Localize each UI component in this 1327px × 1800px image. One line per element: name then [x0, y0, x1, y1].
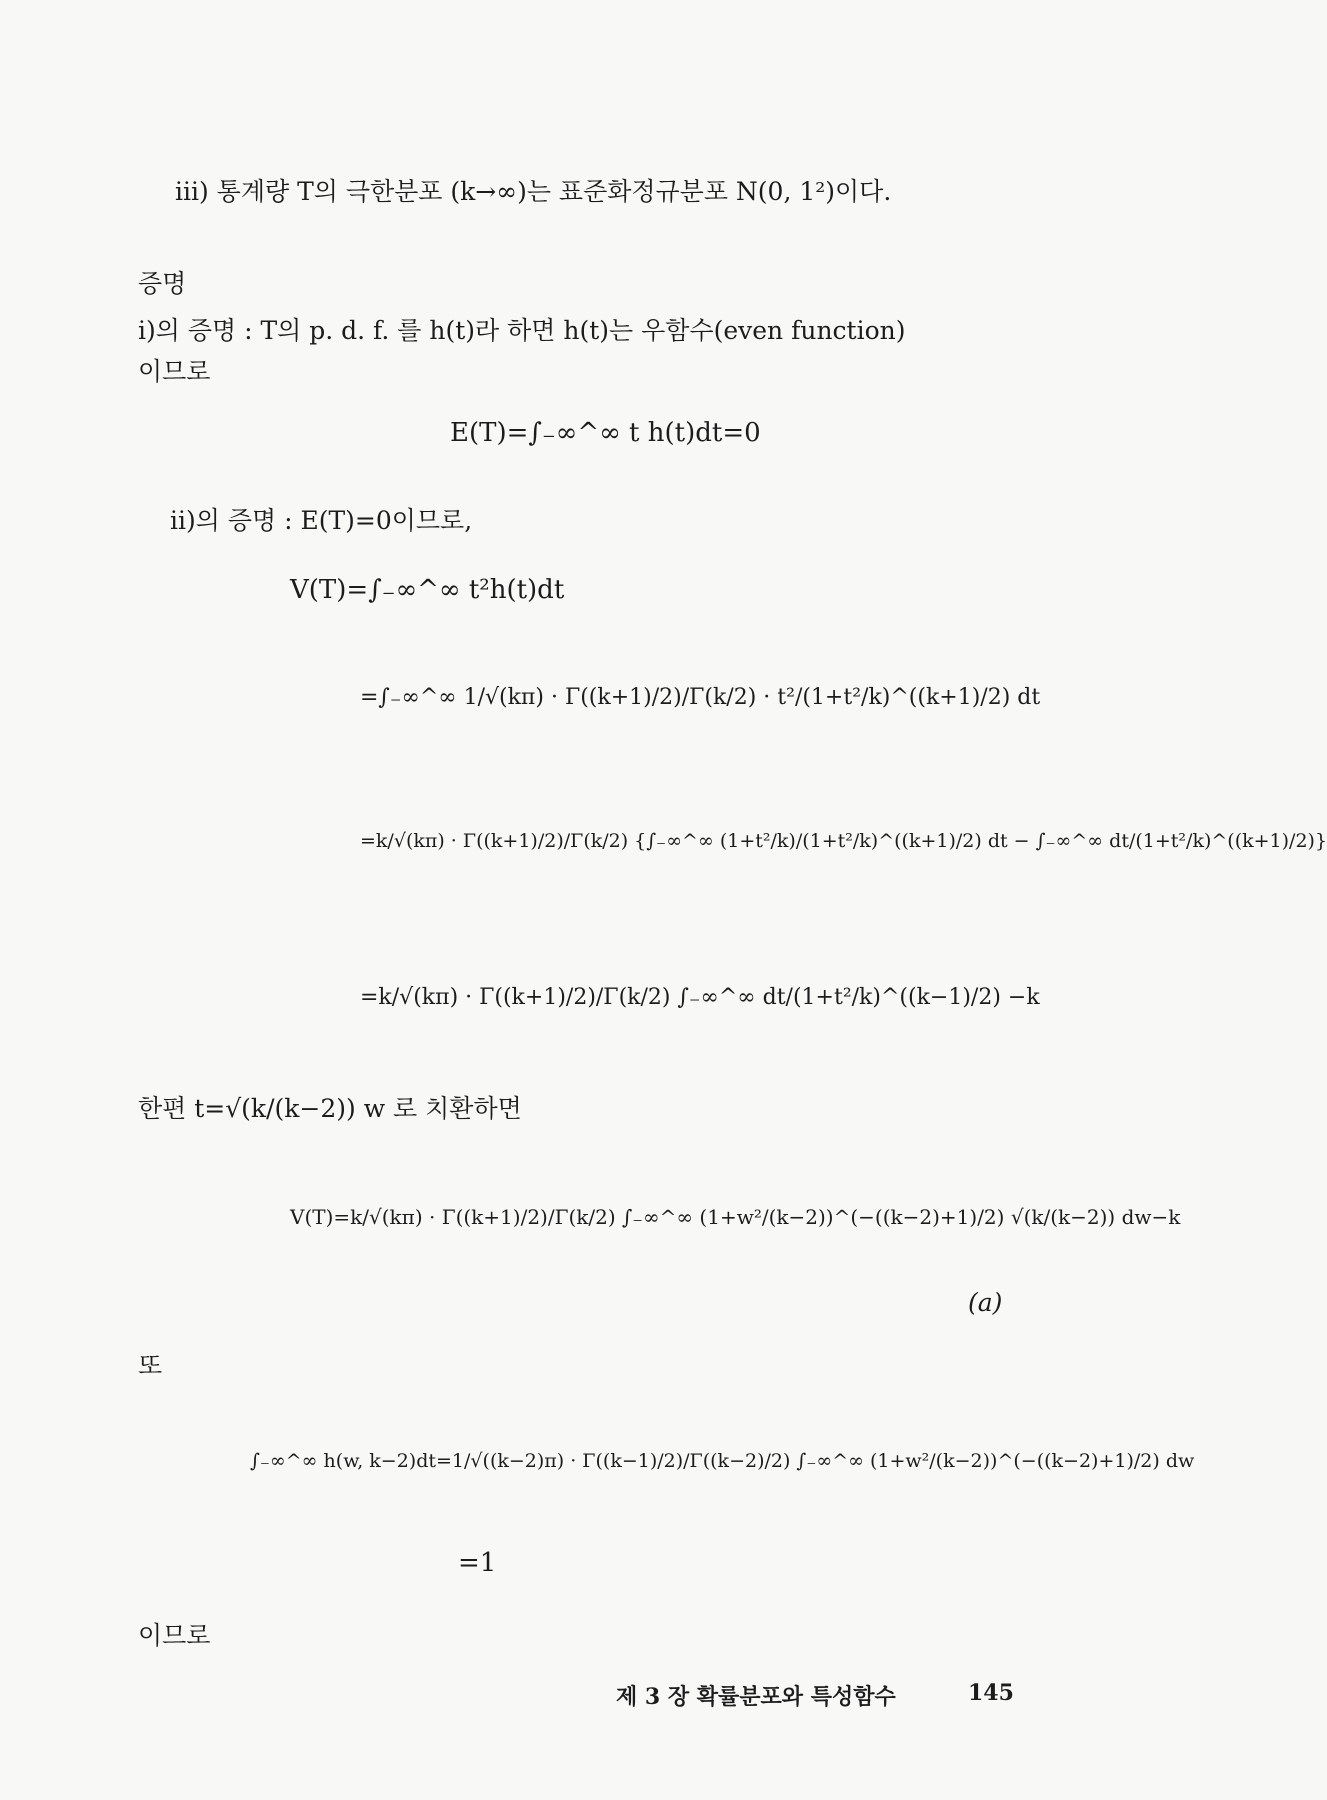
equation-variance-step1-text: =∫₋∞^∞ 1/√(kπ) · Γ((k+1)/2)/Γ(k/2) · t²/(1+t²/k)^((k+1)/2) dt	[360, 685, 1041, 710]
equation-variance-step3-text: =k/√(kπ) · Γ((k+1)/2)/Γ(k/2) ∫₋∞^∞ dt/(1+t²/k)^((k−1)/2) −k	[360, 985, 1040, 1010]
equation-expectation	[450, 418, 761, 448]
equation-variance-definition-text: V(T)=∫₋∞^∞ t²h(t)dt	[290, 575, 565, 605]
proof-ii-line: ii)의 증명 : E(T)=0이므로,	[170, 506, 473, 535]
proof-heading: 증명	[138, 269, 187, 298]
equation-variance-step2-text: =k/√(kπ) · Γ((k+1)/2)/Γ(k/2) {∫₋∞^∞ (1+t²/k)/(1+t²/k)^((k+1)/2) dt − ∫₋∞^∞ dt/(1+t²/k)^((k+1)/2)}	[360, 830, 1327, 852]
page-number: 145	[968, 1680, 1014, 1706]
chapter-footer: 제 3 장 확률분포와 특성함수	[616, 1684, 896, 1710]
proof-i-continuation: 이므로	[138, 357, 211, 386]
equation-variance-definition	[290, 575, 564, 605]
equation-h-integral	[250, 1450, 1194, 1472]
equation-variance-step1	[360, 685, 1040, 710]
equation-label-a: (a)	[968, 1288, 1003, 1317]
equation-expectation-text: E(T)=∫₋∞^∞ t h(t)dt=0	[450, 418, 761, 448]
equation-h-integral-text: ∫₋∞^∞ h(w, k−2)dt=1/√((k−2)π) · Γ((k−1)/2)/Γ((k−2)/2) ∫₋∞^∞ (1+w²/(k−2))^(−((k−2)+1)/2) dw	[250, 1450, 1195, 1472]
substitution-line: 한편 t=√(k/(k−2)) w 로 치환하면	[138, 1094, 522, 1123]
equation-variance-step2	[360, 830, 1327, 852]
equation-variance-substituted	[290, 1205, 1180, 1229]
equation-variance-step3	[360, 985, 1040, 1010]
statement-iii: iii) 통계량 T의 극한분포 (k→∞)는 표준화정규분포 N(0, 1²)이다.	[175, 177, 892, 206]
equals-one: =1	[458, 1548, 497, 1578]
proof-i-line: i)의 증명 : T의 p. d. f. 를 h(t)라 하면 h(t)는 우함수(even function)	[138, 316, 906, 345]
equation-variance-substituted-text: V(T)=k/√(kπ) · Γ((k+1)/2)/Γ(k/2) ∫₋∞^∞ (1+w²/(k−2))^(−((k−2)+1)/2) √(k/(k−2)) dw−k	[290, 1205, 1181, 1229]
therefore-word: 이므로	[138, 1621, 211, 1650]
also-word: 또	[138, 1351, 163, 1380]
